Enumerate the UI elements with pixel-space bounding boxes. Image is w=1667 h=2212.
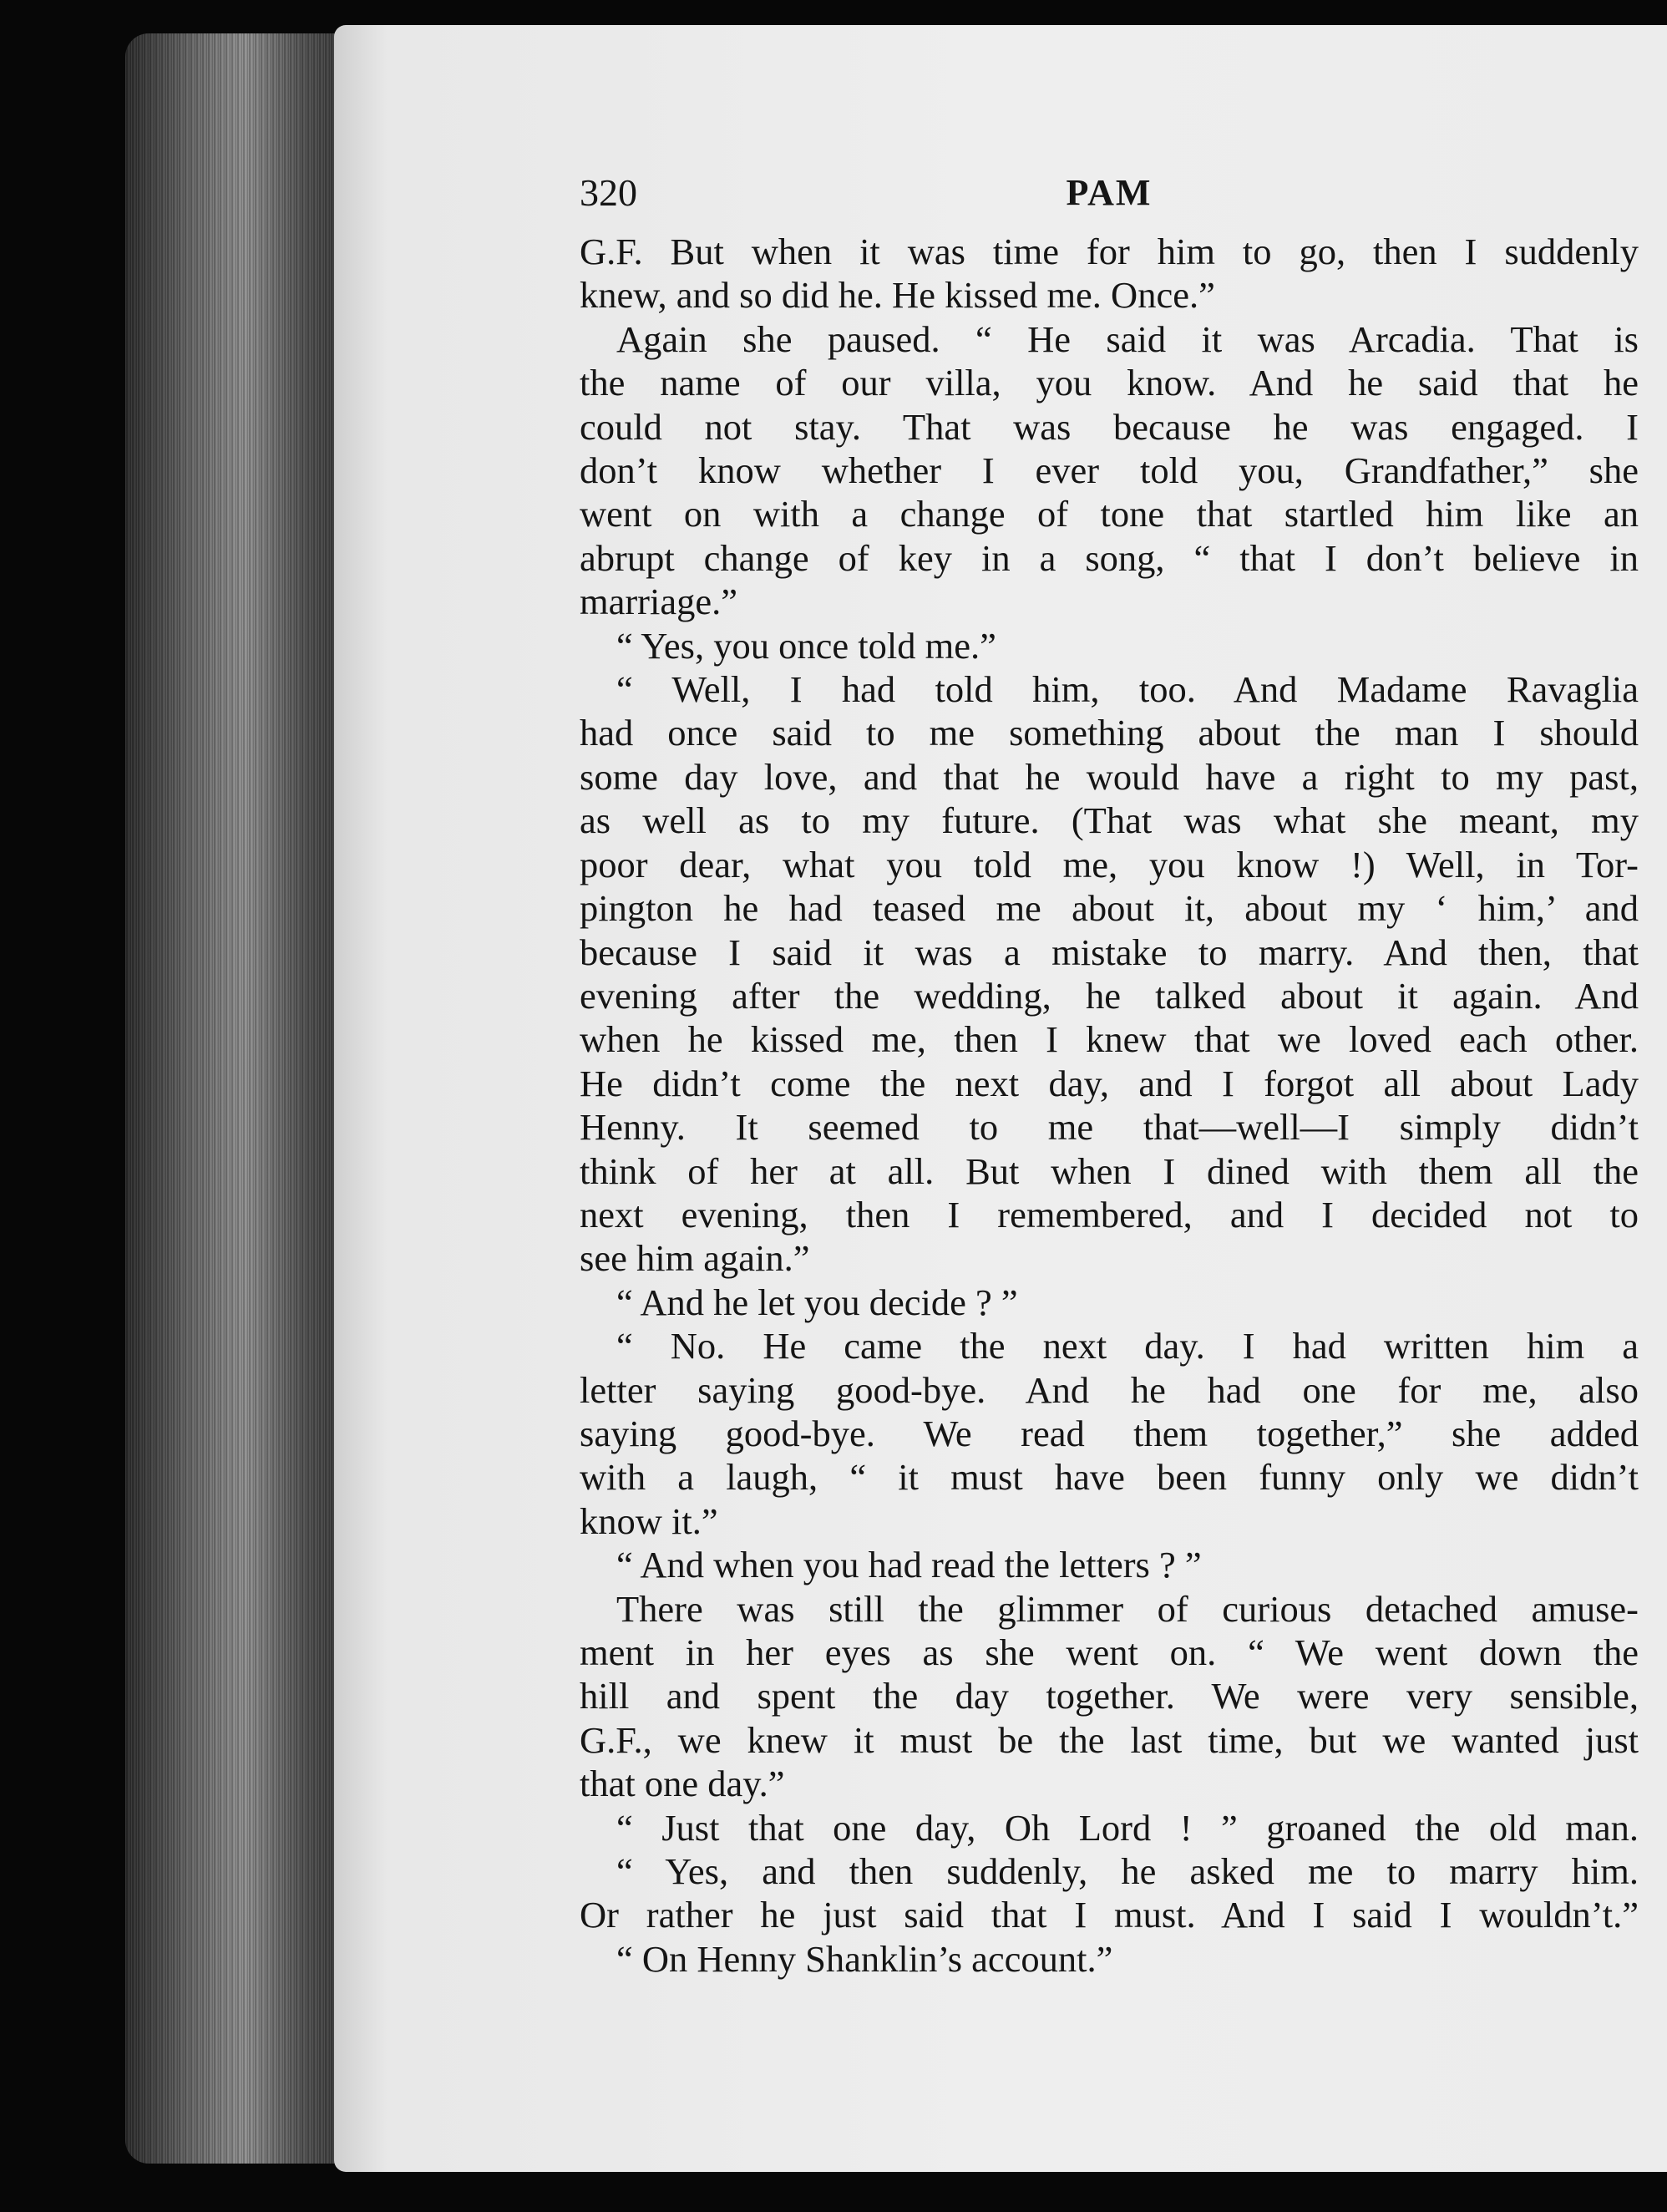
text-line: went on with a change of tone that startled him like an xyxy=(580,493,1639,535)
text-line: the name of our villa, you know. And he said that he xyxy=(580,362,1639,404)
text-line: saying good-bye. We read them together,” she added xyxy=(580,1412,1639,1454)
text-line: letter saying good-bye. And he had one for me, also xyxy=(580,1368,1639,1411)
text-line: “ Just that one day, Oh Lord ! ” groaned the old man. xyxy=(616,1806,1639,1849)
text-line: “ Yes, you once told me.” xyxy=(616,624,996,667)
text-line: There was still the glimmer of curious detached amuse- xyxy=(616,1587,1639,1630)
text-line: G.F., we knew it must be the last time, but we wanted just xyxy=(580,1718,1639,1761)
text-line: evening after the wedding, he talked about it again. And xyxy=(580,974,1639,1017)
text-line: knew, and so did he. He kissed me. Once.” xyxy=(580,274,1215,317)
text-line: hill and spent the day together. We were very sensible, xyxy=(580,1675,1639,1717)
text-line: Again she paused. “ He said it was Arcadia. That is xyxy=(616,317,1639,360)
text-line: “ And he let you decide ? ” xyxy=(616,1281,1018,1323)
text-line: some day love, and that he would have a right to my past, xyxy=(580,755,1639,798)
text-line: could not stay. That was because he was engaged. I xyxy=(580,405,1639,448)
text-line: Henny. It seemed to me that—well—I simply didn’t xyxy=(580,1106,1639,1149)
text-line: “ And when you had read the letters ? ” xyxy=(616,1544,1202,1586)
text-line: pington he had teased me about it, about my ‘ him,’ and xyxy=(580,887,1639,930)
text-line: think of her at all. But when I dined with them all the xyxy=(580,1149,1639,1192)
text-line: Or rather he just said that I must. And I said I wouldn’t.” xyxy=(580,1894,1639,1936)
text-line: with a laugh, “ it must have been funny only we didn’t xyxy=(580,1456,1639,1499)
page-text-block xyxy=(580,171,1639,1981)
body-text xyxy=(580,230,1639,1981)
text-line: don’t know whether I ever told you, Grandfather,” she xyxy=(580,449,1639,492)
text-line: “ No. He came the next day. I had written him a xyxy=(616,1325,1639,1367)
text-line: next evening, then I remembered, and I decided not to xyxy=(580,1193,1639,1235)
text-line: see him again.” xyxy=(580,1237,810,1280)
page-number: 320 xyxy=(580,171,637,214)
text-line: G.F. But when it was time for him to go, then I suddenly xyxy=(580,231,1639,272)
text-line: “ Yes, and then suddenly, he asked me to marry him. xyxy=(616,1850,1639,1893)
text-line: ment in her eyes as she went on. “ We went down the xyxy=(580,1631,1639,1673)
text-line: He didn’t come the next day, and I forgot all about Lady xyxy=(580,1062,1639,1104)
text-line: poor dear, what you told me, you know !) Well, in Tor- xyxy=(580,843,1639,885)
text-line: “ On Henny Shanklin’s account.” xyxy=(616,1937,1113,1980)
text-line: as well as to my future. (That was what she meant, my xyxy=(580,799,1639,842)
text-line: had once said to me something about the man I should xyxy=(580,712,1639,754)
text-line: that one day.” xyxy=(580,1763,785,1805)
text-line: marriage.” xyxy=(580,581,737,623)
page-header xyxy=(580,171,1639,230)
text-line: know it.” xyxy=(580,1499,718,1542)
text-line: abrupt change of key in a song, “ that I don’t believe in xyxy=(580,536,1639,579)
running-head: PAM xyxy=(1066,172,1153,213)
text-line: because I said it was a mistake to marry. And then, that xyxy=(580,931,1639,973)
text-line: when he kissed me, then I knew that we loved each other. xyxy=(580,1018,1639,1061)
text-line: “ Well, I had told him, too. And Madame Ravaglia xyxy=(616,668,1639,711)
book-fore-edge xyxy=(125,33,342,2164)
